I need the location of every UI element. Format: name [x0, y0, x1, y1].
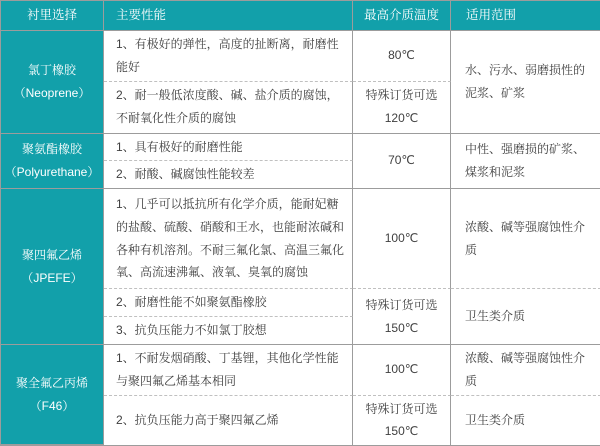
material-name: 聚全氟乙丙烯	[15, 375, 88, 390]
range-cell: 浓酸、碱等强腐蚀性介质	[451, 345, 600, 396]
material-cell-ptfe	[1, 189, 104, 345]
material-cell-polyurethane	[1, 134, 104, 190]
temp-cell: 特殊订货可选 120℃	[353, 82, 451, 134]
material-en-name: （F46）	[29, 398, 75, 413]
performance-cell: 2、抗负压能力高于聚四氟乙烯	[104, 396, 353, 446]
material-en-name: （JPEFE）	[21, 270, 83, 285]
table-row	[1, 134, 600, 162]
temp-cell: 100℃	[353, 189, 451, 289]
performance-cell: 2、耐一般低浓度酸、碱、盐介质的腐蚀，不耐氧化性介质的腐蚀	[104, 82, 353, 134]
performance-cell: 2、耐磨性能不如聚氨酯橡胶	[104, 289, 353, 317]
table-row	[1, 345, 600, 396]
performance-cell: 1、不耐发烟硝酸、丁基锂，其他化学性能与聚四氟乙烯基本相同	[104, 345, 353, 396]
range-cell: 卫生类介质	[465, 412, 526, 427]
header-row	[1, 1, 600, 31]
material-cell-f46	[1, 345, 104, 445]
range-cell: 水、污水、弱磨损性的泥浆、矿浆	[451, 31, 600, 134]
performance-cell: 1、具有极好的耐磨性能	[104, 134, 353, 162]
material-name: 聚四氟乙烯	[21, 247, 82, 262]
material-name: 氯丁橡胶	[27, 63, 76, 77]
performance-cell: 1、几乎可以抵抗所有化学介质，能耐妃糖的盐酸、硫酸、硝酸和王水，也能耐浓碱和各种有机溶剂。不耐三氟化氯、高温三氟化氧、高流速沸氟、液氧、臭氧的腐蚀	[104, 189, 353, 289]
column-header-max-temp: 最高介质温度	[353, 1, 451, 31]
table-row	[1, 189, 600, 289]
temp-cell: 100℃	[353, 345, 451, 396]
temp-cell: 特殊订货可选 150℃	[353, 396, 451, 446]
material-en-name: （Polyurethane）	[4, 164, 100, 179]
temp-cell: 70℃	[353, 134, 451, 190]
range-cell: 中性、强磨损的矿浆、煤浆和泥浆	[451, 134, 600, 190]
column-header-range: 适用范围	[451, 1, 600, 31]
range-cell: 浓酸、碱等强腐蚀性介质	[451, 189, 600, 289]
performance-cell: 2、耐酸、碱腐蚀性能较差	[104, 161, 353, 189]
column-header-lining: 衬里选择	[1, 1, 104, 31]
material-name: 聚氨酯橡胶	[21, 142, 82, 157]
temp-cell: 特殊订货可选 150℃	[353, 289, 451, 345]
material-en-name: （Neoprene）	[13, 85, 91, 100]
performance-cell: 1、有极好的弹性，高度的扯断离，耐磨性能好	[104, 31, 353, 82]
performance-cell: 3、抗负压能力不如氯丁胶想	[104, 317, 353, 345]
table-row	[1, 31, 600, 82]
range-cell: 卫生类介质	[451, 289, 600, 345]
column-header-performance: 主要性能	[104, 1, 353, 31]
temp-cell: 80℃	[353, 31, 451, 82]
material-cell-neoprene	[1, 31, 104, 134]
